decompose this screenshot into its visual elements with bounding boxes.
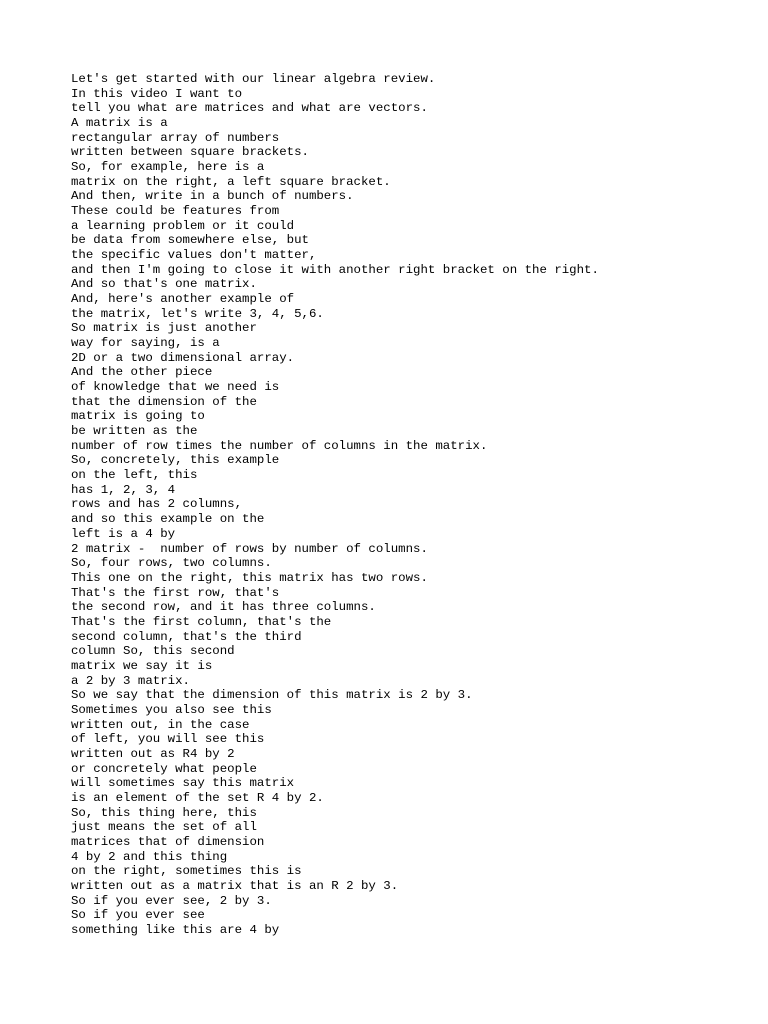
text-line: A matrix is a [71,116,168,131]
text-line: second column, that's the third [71,629,302,644]
text-line: That's the first row, that's [71,585,280,600]
text-line: the specific values don't matter, [71,248,317,263]
text-line: matrix on the right, a left square bracket. [71,174,391,189]
text-line: that the dimension of the [71,394,257,409]
text-line: That's the first column, that's the [71,614,332,629]
text-line: So, four rows, two columns. [71,556,272,571]
text-line: So we say that the dimension of this matrix is 2 by 3. [71,688,473,703]
text-line: And, here's another example of [71,292,295,307]
text-line: And so that's one matrix. [71,277,257,292]
text-line: In this video I want to [71,86,243,101]
text-line: is an element of the set R 4 by 2. [71,790,324,805]
text-line: the second row, and it has three columns. [71,600,376,615]
text-line: and so this example on the [71,512,265,527]
text-line: Let's get started with our linear algebra review. [71,72,436,86]
text-line: a learning problem or it could [71,218,295,233]
text-line: of knowledge that we need is [71,380,280,395]
text-line: So matrix is just another [71,321,257,336]
text-line: written out as R4 by 2 [71,746,235,761]
text-line: a 2 by 3 matrix. [71,673,190,688]
text-line: 2D or a two dimensional array. [71,350,295,365]
text-line: matrix is going to [71,409,205,424]
text-line: So if you ever see [71,908,205,923]
text-line: just means the set of all [71,820,257,835]
text-line: matrices that of dimension [71,834,265,849]
text-line: So if you ever see, 2 by 3. [71,893,272,908]
text-line: And the other piece [71,365,213,380]
text-line: 2 matrix - number of rows by number of columns. [71,541,428,556]
text-line: rows and has 2 columns, [71,497,243,512]
text-line: the matrix, let's write 3, 4, 5,6. [71,306,324,321]
text-line: number of row times the number of columns in the matrix. [71,438,488,453]
text-line: So, concretely, this example [71,453,280,468]
text-line: be written as the [71,424,198,439]
text-line: left is a 4 by [71,526,176,541]
text-line: written out, in the case [71,717,250,732]
text-line: These could be features from [71,204,280,219]
text-line: matrix we say it is [71,658,213,673]
text-line: written out as a matrix that is an R 2 by 3. [71,878,399,893]
text-line: This one on the right, this matrix has two rows. [71,570,428,585]
text-line: on the right, sometimes this is [71,864,302,879]
text-line: will sometimes say this matrix [71,776,295,791]
text-line: on the left, this [71,468,198,483]
text-line: be data from somewhere else, but [71,233,309,248]
text-line: of left, you will see this [71,732,265,747]
text-line: tell you what are matrices and what are vectors. [71,101,428,116]
text-line: So, for example, here is a [71,160,265,175]
text-line: column So, this second [71,644,235,659]
text-line: Sometimes you also see this [71,702,272,717]
document-page [71,72,751,938]
text-line: something like this are 4 by [71,922,280,937]
text-line: or concretely what people [71,761,257,776]
text-line: And then, write in a bunch of numbers. [71,189,354,204]
text-line: way for saying, is a [71,336,220,351]
text-line: So, this thing here, this [71,805,257,820]
text-line: has 1, 2, 3, 4 [71,482,176,497]
text-line: 4 by 2 and this thing [71,849,228,864]
text-line: and then I'm going to close it with another right bracket on the right. [71,262,599,277]
text-line: rectangular array of numbers [71,130,280,145]
text-line: written between square brackets. [71,145,309,160]
